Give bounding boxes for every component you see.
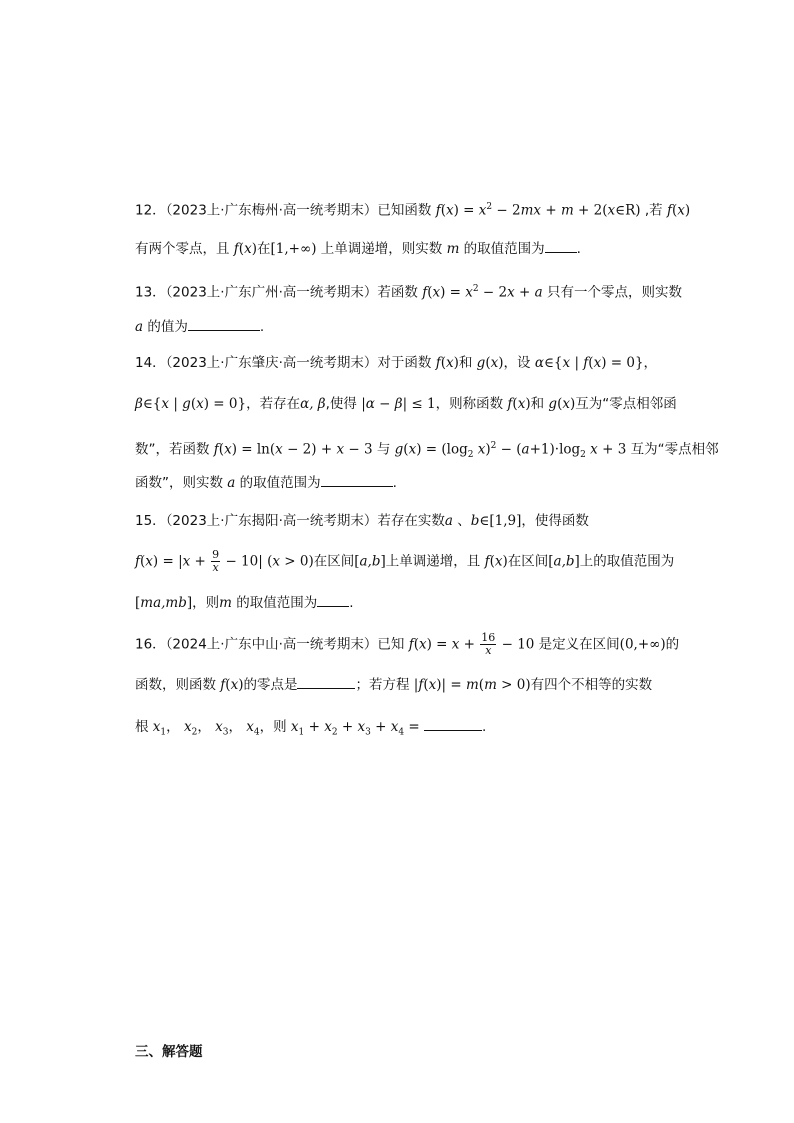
section-title: 三、解答题 [135, 1044, 203, 1060]
answer-blank[interactable] [188, 316, 260, 331]
question-16-line-3: 根 $x_1$， $x_2$， $x_3$， $x_4$，则 $x_1 + x_2 + x_3 + x_4$ = . [135, 716, 664, 740]
question-number: 12． [135, 202, 166, 219]
question-16-line-1: 16．（2024上·广东中山·高一统考期末）已知 f(x) = x + $\frac{16}{x}$ − 10 是定义在区间(0,+∞)的 [135, 631, 680, 657]
answer-blank[interactable] [317, 592, 349, 607]
question-number: 13． [135, 284, 166, 301]
question-number: 16． [135, 636, 166, 653]
question-15-line-1: 15．（2023上·广东揭阳·高一统考期末）若存在实数a 、b∈[1,9]，使得函数 [135, 513, 589, 529]
question-number: 14． [135, 355, 166, 371]
answer-blank[interactable] [297, 674, 355, 689]
fraction-9-over-x: $\frac{9}{x}$ [212, 548, 220, 574]
answer-blank[interactable] [545, 238, 577, 253]
question-source: （2023上·广东揭阳·高一统考期末） [165, 513, 378, 529]
fraction-16-over-x: $\frac{16}{x}$ [481, 631, 496, 657]
question-15-line-2: f(x) = |x + $\frac{9}{x}$ − 10| (x > 0)在区间[a,b]上单调递增，且 f(x)在区间[a,b]上的取值范围为 [135, 548, 675, 574]
question-source: （2023上·广东肇庆·高一统考期末） [165, 355, 378, 371]
question-13-line-1: 13．（2023上·广东广州·高一统考期末）若函数 $f(x) = x^2 - 2x + a$ 只有一个零点，则实数 [135, 284, 682, 301]
question-number: 15． [135, 513, 166, 529]
question-14-line-4: 函数”，则实数 a 的取值范围为 . [135, 472, 664, 496]
question-14-line-3: 数”，若函数 f(x) = ln(x − 2) + x − 3 与 $g(x) = (\log_2$ $x)^2 - (a+1)\cdot\log_2$ x + 3 互为“零点相邻 [135, 441, 719, 461]
question-13-line-2: a 的值为 . [135, 316, 664, 340]
question-14-line-2: β∈{x | g(x) = 0}，若存在α, β,使得 |α − β| ≤ 1，则称函数 f(x)和 g(x)互为“零点相邻函 [135, 396, 677, 412]
question-source: （2023上·广东广州·高一统考期末） [165, 284, 378, 301]
question-source: （2023上·广东梅州·高一统考期末） [165, 202, 378, 219]
answer-blank[interactable] [424, 716, 482, 731]
question-12-line-2: 有两个零点，且 f(x)在[1,+∞) 上单调递增，则实数 m 的取值范围为 . [135, 238, 664, 262]
question-15-line-3: [ma,mb]，则m 的取值范围为 . [135, 592, 664, 616]
question-source: （2024上·广东中山·高一统考期末） [165, 636, 378, 653]
question-12-line-1: 12．（2023上·广东梅州·高一统考期末）已知函数 $f(x) = x^2 - 2mx + m$ + 2(x∈R) ,若 f(x) [135, 202, 691, 219]
answer-blank[interactable] [321, 472, 393, 487]
question-16-line-2: 函数，则函数 f(x)的零点是 ；若方程 |f(x)| = m(m > 0)有四个不相等的实数 [135, 674, 664, 698]
question-14-line-1: 14．（2023上·广东肇庆·高一统考期末）对于函数 f(x)和 g(x)，设 α∈{x | f(x) = 0}， [135, 355, 658, 371]
